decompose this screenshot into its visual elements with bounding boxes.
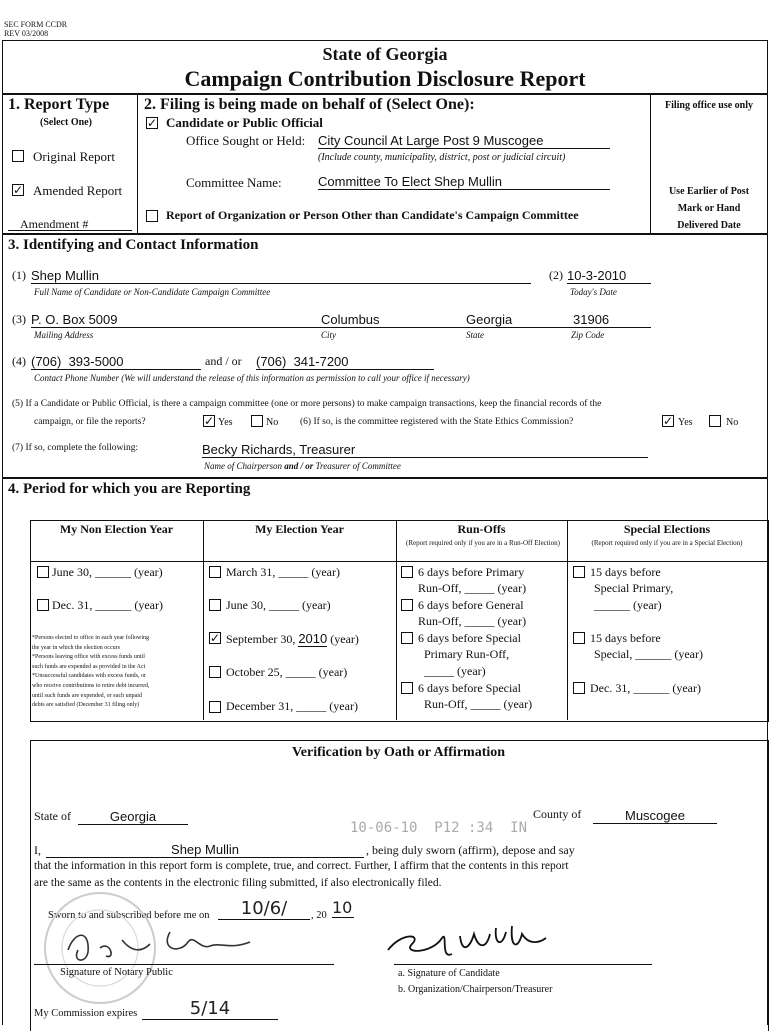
zip-label: Zip Code bbox=[571, 330, 605, 340]
page-title: Campaign Contribution Disclosure Report bbox=[184, 66, 586, 91]
sworn-year-field[interactable]: 10 bbox=[332, 898, 353, 917]
nonelection-dec-label: Dec. 31, ______ (year) bbox=[52, 598, 163, 612]
runoff-special-primary-year: _____ (year) bbox=[424, 664, 486, 678]
note-line: such funds are expended as provided in the Act bbox=[32, 663, 146, 670]
affiant-i-label: I, bbox=[34, 843, 41, 857]
candidate-signature-icon bbox=[382, 914, 552, 966]
chair-label-a: Name of Chairperson bbox=[204, 461, 285, 471]
section4-title: 4. Period for which you are Reporting bbox=[8, 481, 251, 497]
runoff-primary-label: 6 days before Primary bbox=[418, 565, 525, 579]
question-5-line-2: campaign, or file the reports? bbox=[34, 417, 146, 427]
org-signature-label: b. Organization/Chairperson/Treasurer bbox=[398, 984, 553, 995]
address-label: Mailing Address bbox=[34, 330, 94, 340]
note-line: *Persons leaving office with excess funds until bbox=[32, 654, 145, 661]
commission-expires-field[interactable]: 5/14 bbox=[142, 998, 278, 1020]
candidate-checkbox[interactable]: ✓ bbox=[147, 116, 158, 130]
amended-report-checkbox[interactable]: ✓ bbox=[13, 183, 24, 197]
runoff-primary-checkbox[interactable] bbox=[401, 566, 413, 578]
affirmation-line-3: are the same as the contents in the electronic filing submitted, if also electronically filed. bbox=[34, 877, 442, 889]
runoff-general-checkbox[interactable] bbox=[401, 599, 413, 611]
runoff-special-primary-line2: Primary Run-Off, bbox=[424, 647, 510, 661]
select-one-label: (Select One) bbox=[40, 117, 92, 128]
election-march-checkbox[interactable] bbox=[209, 566, 221, 578]
todays-date-field[interactable]: 10-3-2010 bbox=[567, 268, 651, 284]
runoff-special-label: 6 days before Special bbox=[418, 681, 521, 695]
election-march-label: March 31, _____ (year) bbox=[226, 565, 340, 579]
special-primary-line2: Special Primary, bbox=[594, 581, 674, 595]
q5-no-checkbox[interactable] bbox=[251, 415, 263, 427]
sept-year-suffix: (year) bbox=[327, 632, 359, 646]
col-runoffs-note: (Report required only if you are in a Run-Off Election) bbox=[405, 539, 561, 547]
received-stamp: 10-06-10 P12 :34 IN bbox=[350, 820, 528, 836]
special-dec-label: Dec. 31, ______ (year) bbox=[590, 681, 701, 695]
runoff-general-year: Run-Off, _____ (year) bbox=[418, 614, 527, 628]
office-use-note-3: Delivered Date bbox=[677, 220, 741, 231]
col-non-election-header: My Non Election Year bbox=[59, 522, 174, 536]
divider bbox=[567, 520, 568, 720]
divider bbox=[2, 477, 767, 479]
q6-yes-label: Yes bbox=[678, 417, 693, 428]
special-election-year: Special, ______ (year) bbox=[594, 647, 703, 661]
divider bbox=[30, 561, 767, 562]
phone-2-field[interactable]: (706) 341-7200 bbox=[256, 354, 434, 370]
notary-signature-icon bbox=[60, 920, 260, 970]
original-report-checkbox[interactable] bbox=[12, 150, 24, 162]
runoff-special-primary-checkbox[interactable] bbox=[401, 632, 413, 644]
zip-field[interactable]: 31906 bbox=[573, 312, 610, 327]
office-hint: (Include county, municipality, district, post or judicial circuit) bbox=[318, 152, 566, 163]
divider bbox=[2, 93, 767, 95]
election-september-label bbox=[226, 631, 359, 647]
election-june-checkbox[interactable] bbox=[209, 599, 221, 611]
phone-label: Contact Phone Number (We will understand the release of this information as permission to call your office if necessary) bbox=[34, 373, 470, 383]
commission-label: My Commission expires bbox=[34, 1008, 138, 1019]
col-special-header: Special Elections bbox=[623, 522, 711, 536]
phone-1-field[interactable]: (706) 393-5000 bbox=[31, 354, 201, 370]
verification-title: Verification by Oath or Affirmation bbox=[291, 745, 506, 760]
election-december-checkbox[interactable] bbox=[209, 701, 221, 713]
election-october-label: October 25, _____ (year) bbox=[226, 665, 348, 679]
runoff-primary-year: Run-Off, _____ (year) bbox=[418, 581, 527, 595]
col-election-header: My Election Year bbox=[255, 522, 344, 536]
amended-report-label: Amended Report bbox=[33, 183, 123, 198]
election-december-label: December 31, _____ (year) bbox=[226, 699, 358, 713]
candidate-label: Candidate or Public Official bbox=[166, 115, 323, 130]
chair-label-c: Treasurer of Committee bbox=[313, 461, 401, 471]
nonelection-june-checkbox[interactable] bbox=[37, 566, 49, 578]
affiant-sworn-text: , being duly sworn (affirm), depose and say bbox=[366, 843, 575, 857]
affiant-name-field[interactable]: Shep Mullin bbox=[46, 842, 364, 858]
note-line: who receive contributions to retire debt incurred, bbox=[32, 682, 150, 689]
runoff-special-year: Run-Off, _____ (year) bbox=[424, 697, 533, 711]
sworn-date-field[interactable]: 10/6/ bbox=[218, 898, 310, 920]
divider bbox=[137, 93, 138, 233]
item-1-number: (1) bbox=[12, 268, 26, 282]
nonelection-dec-checkbox[interactable] bbox=[37, 599, 49, 611]
affirmation-line-2: that the information in this report form is complete, true, and correct. Further, I affirm that the contents in this report bbox=[34, 860, 569, 872]
question-7-text: (7) If so, complete the following: bbox=[12, 443, 139, 453]
address-field[interactable]: P. O. Box 5009 bbox=[31, 312, 118, 327]
note-line: debts are satisfied (December 31 filing only) bbox=[32, 702, 140, 709]
special-election-label: 15 days before bbox=[590, 631, 661, 645]
office-use-note-2: Mark or Hand bbox=[677, 203, 741, 214]
other-org-checkbox[interactable] bbox=[146, 210, 158, 222]
verification-county-field[interactable]: Muscogee bbox=[593, 808, 717, 824]
sept-label: September 30, bbox=[226, 632, 299, 646]
chairperson-label bbox=[204, 461, 401, 471]
state-field[interactable]: Georgia bbox=[466, 312, 513, 327]
verification-state-field[interactable]: Georgia bbox=[78, 809, 188, 825]
item-4-number: (4) bbox=[12, 354, 26, 368]
q6-no-checkbox[interactable] bbox=[709, 415, 721, 427]
address-line bbox=[31, 327, 651, 328]
special-dec-checkbox[interactable] bbox=[573, 682, 585, 694]
todays-date-label: Today's Date bbox=[570, 287, 617, 297]
runoff-special-checkbox[interactable] bbox=[401, 682, 413, 694]
state-label: State bbox=[466, 330, 484, 340]
form-code: SEC FORM CCDR bbox=[4, 20, 68, 29]
verification-state-label: State of bbox=[34, 809, 71, 823]
notary-signature-label: Signature of Notary Public bbox=[60, 967, 173, 978]
q5-yes-label: Yes bbox=[218, 417, 233, 428]
divider bbox=[2, 233, 767, 235]
election-june-label: June 30, _____ (year) bbox=[226, 598, 331, 612]
special-election-checkbox[interactable] bbox=[573, 632, 585, 644]
item-2-number: (2) bbox=[549, 268, 563, 282]
runoff-special-primary-label: 6 days before Special bbox=[418, 631, 521, 645]
office-use-note-1: Use Earlier of Post bbox=[668, 186, 750, 197]
election-october-checkbox[interactable] bbox=[209, 666, 221, 678]
state-heading: State of Georgia bbox=[322, 44, 448, 64]
q5-no-label: No bbox=[266, 417, 279, 428]
form-revision: REV 03/2008 bbox=[4, 29, 49, 38]
section2-title: 2. Filing is being made on behalf of (Select One): bbox=[144, 96, 475, 113]
amendment-label: Amendment # bbox=[20, 217, 89, 231]
chairperson-field[interactable]: Becky Richards, Treasurer bbox=[202, 442, 648, 458]
candidate-name-label: Full Name of Candidate or Non-Candidate Campaign Committee bbox=[34, 287, 271, 297]
question-6-text: (6) If so, is the committee registered with the State Ethics Commission? bbox=[300, 417, 574, 427]
amendment-line bbox=[8, 230, 132, 231]
candidate-name-field[interactable]: Shep Mullin bbox=[31, 268, 531, 284]
sept-year-field[interactable]: 2010 bbox=[298, 631, 328, 646]
q6-yes-checkbox[interactable]: ✓ bbox=[663, 414, 674, 428]
sworn-year-prefix: , 20 bbox=[311, 910, 327, 921]
committee-name-field[interactable]: Committee To Elect Shep Mullin bbox=[318, 174, 610, 190]
verification-county-label: County of bbox=[533, 807, 582, 821]
note-line: the year in which the election occurs bbox=[32, 644, 120, 651]
special-primary-label: 15 days before bbox=[590, 565, 661, 579]
section1-title: 1. Report Type bbox=[8, 96, 110, 113]
chair-label-b: and / or bbox=[284, 461, 314, 471]
note-line: until such funds are expended, or such unpaid bbox=[32, 692, 142, 699]
candidate-signature-line bbox=[394, 964, 652, 965]
nonelection-notes bbox=[32, 634, 202, 711]
nonelection-june-label: June 30, ______ (year) bbox=[52, 565, 163, 579]
other-org-label: Report of Organization or Person Other than Candidate's Campaign Committee bbox=[166, 208, 579, 222]
city-label: City bbox=[321, 330, 336, 340]
office-label: Office Sought or Held: bbox=[186, 133, 306, 148]
office-use-title: Filing office use only bbox=[664, 100, 754, 111]
and-or-label: and / or bbox=[205, 354, 242, 368]
col-special-note: (Report required only if you are in a Special Election) bbox=[591, 539, 743, 547]
col-runoffs-header: Run-Offs bbox=[457, 522, 506, 536]
sworn-before-label: Sworn to and subscribed before me on bbox=[48, 910, 210, 921]
runoff-general-label: 6 days before General bbox=[418, 598, 524, 612]
special-primary-checkbox[interactable] bbox=[573, 566, 585, 578]
section3-title: 3. Identifying and Contact Information bbox=[8, 237, 259, 253]
q6-no-label: No bbox=[726, 417, 739, 428]
candidate-signature-label: a. Signature of Candidate bbox=[398, 968, 500, 979]
q5-yes-checkbox[interactable]: ✓ bbox=[204, 414, 215, 428]
office-field[interactable]: City Council At Large Post 9 Muscogee bbox=[318, 133, 610, 149]
note-line: *Unsuccessful candidates with excess funds, or bbox=[32, 673, 146, 680]
notary-line bbox=[34, 964, 334, 965]
election-september-checkbox[interactable]: ✓ bbox=[210, 631, 221, 645]
divider bbox=[396, 520, 397, 720]
divider bbox=[203, 520, 204, 720]
special-primary-year: ______ (year) bbox=[594, 598, 662, 612]
original-report-label: Original Report bbox=[33, 149, 115, 164]
committee-label: Committee Name: bbox=[186, 175, 282, 190]
item-3-number: (3) bbox=[12, 312, 26, 326]
city-field[interactable]: Columbus bbox=[321, 312, 380, 327]
question-5-text: (5) If a Candidate or Public Official, is there a campaign committee (one or more persons) to make campaign transactions, keep the financial records of the bbox=[12, 399, 602, 409]
note-line: *Persons elected to office in each year following bbox=[32, 635, 150, 641]
divider bbox=[650, 93, 651, 233]
